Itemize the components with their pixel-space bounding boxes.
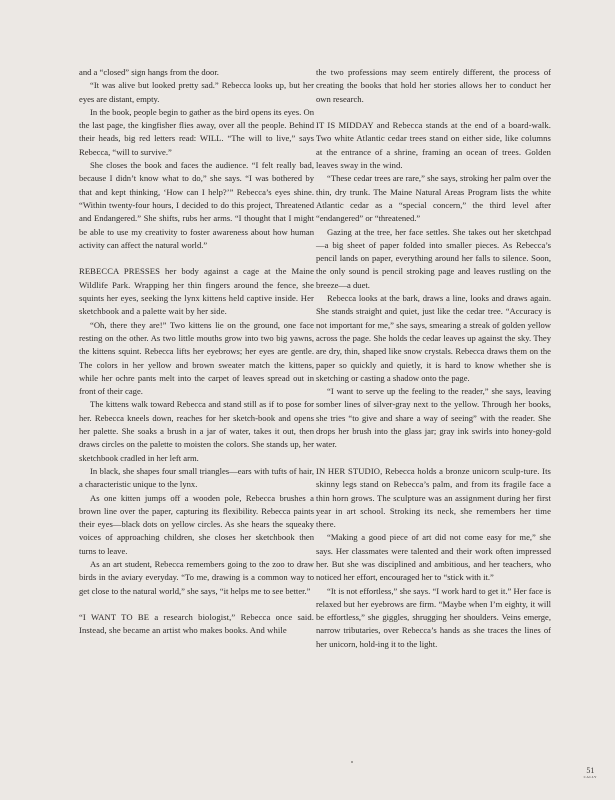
page-number-value: 51	[586, 766, 595, 775]
section-lead-paragraph: “I WANT TO BE a research biologist,” Rebecca once said. Instead, she became an artist who makes books. And while	[79, 612, 314, 636]
paragraph: “It was alive but looked pretty sad.” Rebecca looks up, but her eyes are distant, empty.	[79, 80, 314, 104]
section-lead-paragraph: IT IS MIDDAY and Rebecca stands at the end of a board-walk. Two white Atlantic cedar trees stand on either side, like columns at the entrance of a shrine, framing an ocean of trees. Golden leaves sway in the wind.	[316, 120, 551, 171]
section-lead-paragraph: REBECCA PRESSES her body against a cage at the Maine Wildlife Park. Wrapping her thin fingers around the fence, she squints her eyes, seeking the lynx kittens held captive inside. Her sketchbook and a palette wait by her side.	[79, 266, 314, 317]
paragraph: “I want to serve up the feeling to the reader,” she says, leaving somber lines of silver-gray next to the yellow. Through her books, she tries “to give and share a way of seeing” with the reader. She drops her brush into the glass jar; gray ink swirls into honey-gold water.	[316, 386, 551, 450]
print-speck	[351, 761, 353, 763]
section-break	[316, 452, 551, 465]
section-break	[79, 252, 314, 265]
paragraph: “It is not effortless,” she says. “I work hard to get it.” Her face is relaxed but her eyebrows are firm. “Maybe when I’m eighty, it will be effortless,” she giggles, shrugging her shoulders. Veins emerge, narrow tributaries, over Rebecca’s hands as she traces the lines of her unicorn, hold-ing it to the light.	[316, 585, 551, 649]
paragraph: Rebecca looks at the bark, draws a line, looks and draws again. She stands straight and quiet, just like the cedar tree. “Accuracy is not important for me,” she says, smearing a streak of golden yellow across the page. She holds the cedar leaves up against the sky. They are dry, thin, shaped like snow crystals. Rebecca draws them on the paper so quickly and quietly, it is hard to know whether she is sketching or casting a shadow onto the page.	[316, 293, 551, 383]
section-lead-paragraph: IN HER STUDIO, Rebecca holds a bronze unicorn sculp-ture. Its skinny legs stand on Rebecca’s palm, and from its fragile face a thin horn grows. The sculpture was an assignment during her first year in art school. Stroking its neck, she remembers her time there.	[316, 465, 551, 530]
paragraph: The kittens walk toward Rebecca and stand still as if to pose for her. Rebecca kneels down, reaches for her sketch-book and opens her palette. She soaks a brush in a jar of water, takes it out, then draws circles on the palette to moisten the colors. She stands up, her sketchbook cradled in her left arm.	[79, 399, 314, 463]
paragraph: “These cedar trees are rare,” she says, stroking her palm over the thin, dry trunk. The Maine Natural Areas Program lists the white Atlantic cedar as a “special concern,” the third level after “endangered” or “threatened.”	[316, 173, 551, 224]
paragraph: In black, she shapes four small triangles—ears with tufts of hair, a characteristic unique to the lynx.	[79, 465, 314, 490]
right-text-column	[316, 66, 551, 651]
paragraph: As one kitten jumps off a wooden pole, Rebecca brushes a brown line over the paper, capturing its flexibility. Rebecca paints their eyes—black dots on yellow circles. As she hears the squeaky voices of approaching children, she closes her sketchbook then turns to leave.	[79, 492, 314, 556]
paragraph: She closes the book and faces the audience. “I felt really bad, because I didn’t know what to do,” she says. “I was bothered by that and kept thinking, ‘How can I help?’” Rebecca’s eyes shine. “Within twenty-four hours, I decided to do this project, Threatened and Endangered.” She shifts, rubs her arms. “I thought that I might be able to use my creativity to foster awareness about how human activity can affect the natural world.”	[79, 160, 314, 250]
paragraph: “Making a good piece of art did not come easy for me,” she says. Her classmates were talented and their work often impressed her. But she was disciplined and ambitious, and her teachers, who noticed her effort, encouraged her to “stick with it.”	[316, 532, 551, 583]
section-break	[79, 598, 314, 611]
paragraph: the two professions may seem entirely different, the process of creating the books that hold her stories allows her to conduct her own research.	[316, 67, 551, 104]
page-number	[584, 767, 597, 779]
section-break	[316, 106, 551, 119]
paragraph: In the book, people begin to gather as the bird opens its eyes. On the last page, the kingfisher flies away, over all the people. Behind their heads, big red letters read: WILL. “The will to live,” says Rebecca, “will to survive.”	[79, 106, 314, 157]
left-text-column	[79, 66, 314, 638]
paragraph: Gazing at the tree, her face settles. She takes out her sketchpad—a big sheet of paper folded into smaller pieces. As Rebecca’s pencil lands on paper, everything around her falls to silence. Soon, the only sound is pencil stroking page and leaves rustling on the breeze—a duet.	[316, 226, 551, 290]
paragraph: and a “closed” sign hangs from the door.	[79, 67, 219, 77]
paragraph: As an art student, Rebecca remembers going to the zoo to draw birds in the aviary everyday. “To me, drawing is a common way to get close to the natural world,” she says, “it helps me to see better.”	[79, 558, 314, 596]
paragraph: “Oh, there they are!” Two kittens lie on the ground, one face resting on the other. As two little mouths grow into two big yawns, the kittens squint. Rebecca lifts her eyebrows; her eyes are gentle. The colors in her yellow and brown sweater match the kittens, while her ochre pants melt into the carpet of leaves spread out in front of their cage.	[79, 319, 314, 397]
page-number-caption: CALLY	[583, 775, 597, 779]
